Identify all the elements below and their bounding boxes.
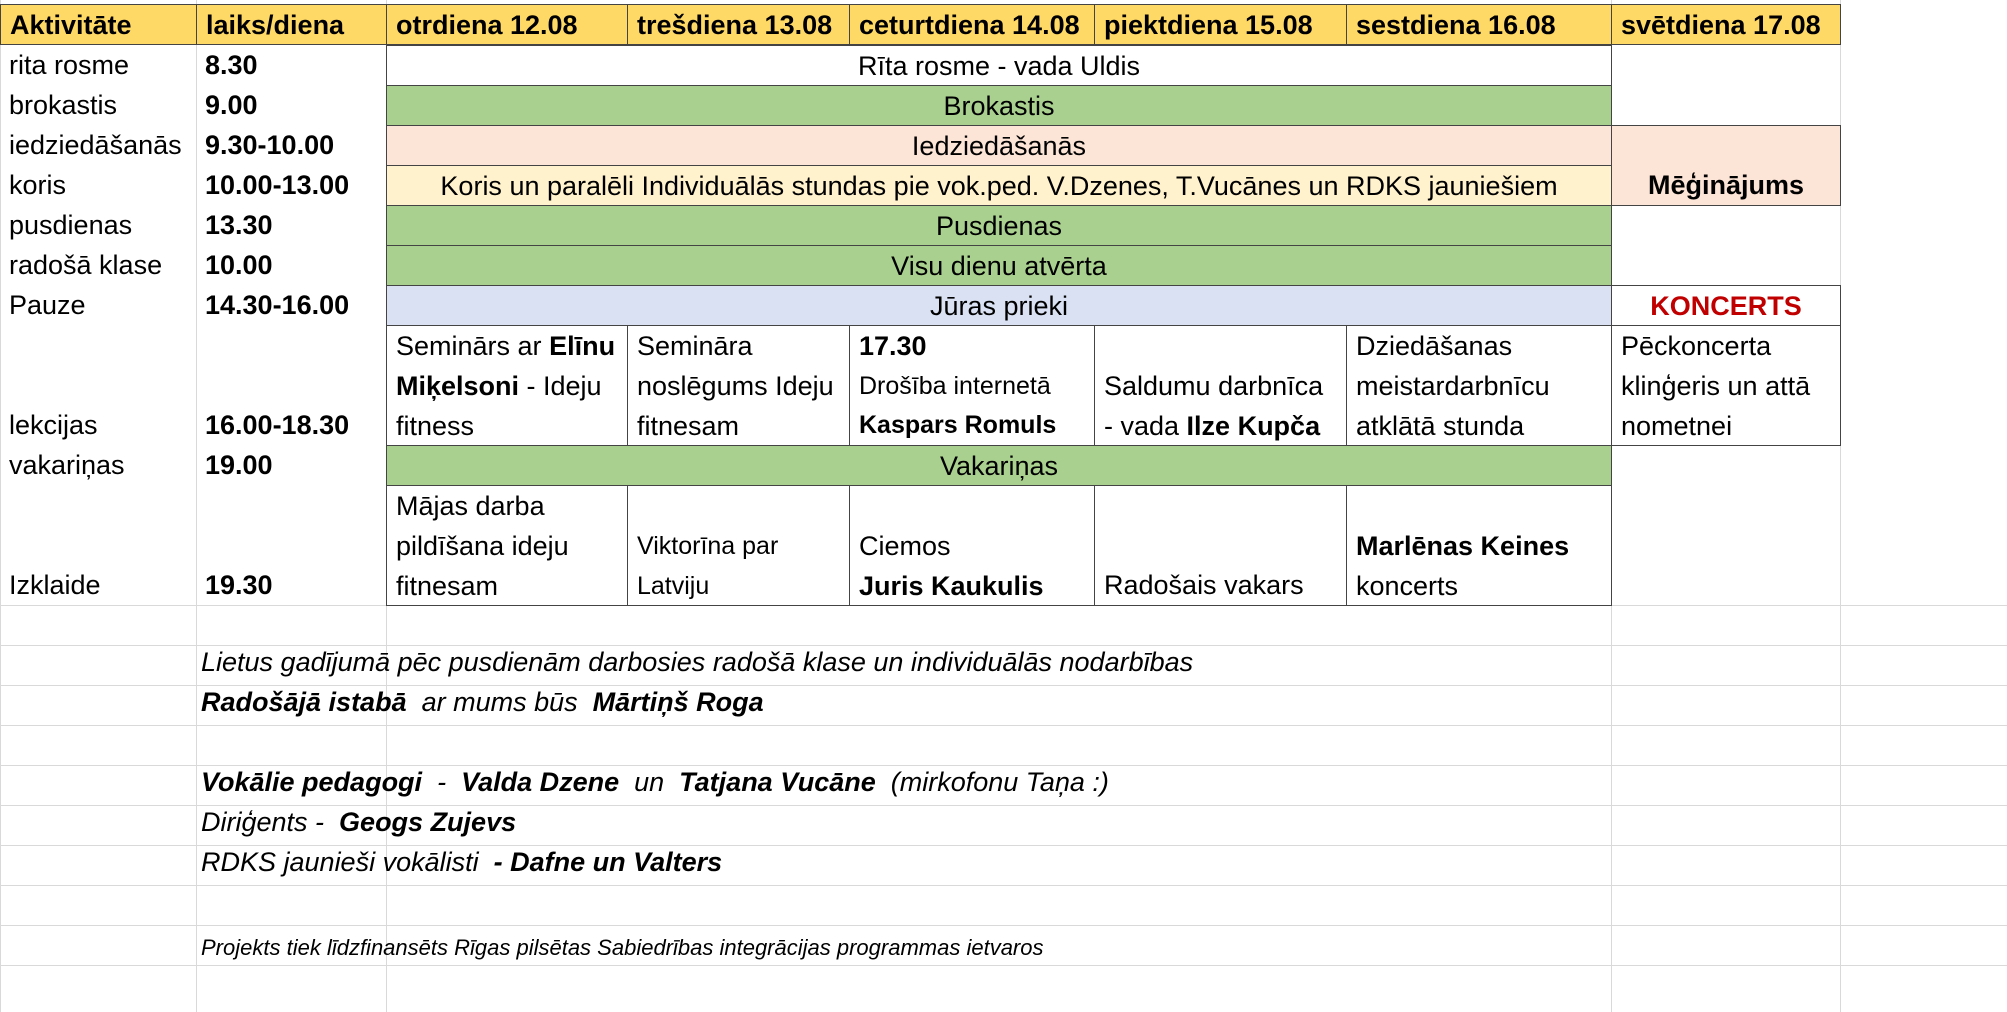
activity-cell[interactable]: vakariņas: [9, 450, 125, 480]
lecture-tue-cell[interactable]: [386, 325, 628, 446]
evening-thu-text: Ciemos: [859, 531, 951, 561]
sunday-concert-cell[interactable]: KONCERTS: [1611, 285, 1841, 326]
gridline: [0, 965, 2007, 966]
lecture-wed-text: Semināra noslēgums Ideju fitnesam: [637, 331, 834, 441]
note-rain: Lietus gadījumā pēc pusdienām darbosies radošā klase un individuālās nodarbības: [201, 647, 1194, 677]
note-vocalists-a: RDKS jaunieši vokālisti: [201, 847, 487, 877]
time-label: 16.00-18.30: [205, 410, 350, 440]
activity-cell[interactable]: radošā klase: [9, 250, 163, 280]
note-vocal-b: -: [422, 767, 462, 797]
lecture-sat-text: Dziedāšanas meistardarbnīcu atklātā stunda: [1356, 331, 1550, 441]
gridline: [0, 925, 2007, 926]
span-cell-morning-exercise[interactable]: Rīta rosme - vada Uldis: [386, 45, 1612, 86]
activity-cell[interactable]: iedziedāšanās: [9, 130, 182, 160]
lecture-fri-speaker: Ilze Kupča: [1186, 411, 1321, 441]
lecture-fri-cell[interactable]: [1094, 325, 1347, 446]
note-creative-room-a: Radošājā istabā: [201, 687, 407, 717]
header-day-tue[interactable]: otrdiena 12.08: [386, 4, 628, 45]
note-conductor-b: Geogs Zujevs: [339, 807, 517, 837]
evening-sat-performer: Marlēnas Keines: [1356, 531, 1570, 561]
span-cell-breakfast[interactable]: Brokastis: [386, 85, 1612, 126]
gridline: [0, 725, 2007, 726]
span-cell-sea-fun[interactable]: Jūras prieki: [386, 285, 1612, 326]
header-activity[interactable]: Aktivitāte: [0, 4, 197, 45]
evening-fri-cell[interactable]: [1094, 485, 1347, 606]
sunday-rehearsal-cell[interactable]: [1611, 125, 1841, 206]
span-cell-choir[interactable]: Koris un paralēli Individuālās stundas pie vok.ped. V.Dzenes, T.Vucānes un RDKS jauniešiem: [386, 165, 1612, 206]
time-cell[interactable]: [196, 325, 386, 445]
note-conductor-a: Diriģents -: [201, 807, 340, 837]
time-cell[interactable]: 19.00: [205, 450, 273, 480]
evening-thu-guest: Juris Kaukulis: [859, 571, 1044, 601]
note-vocalists-b: - Dafne un Valters: [486, 847, 723, 877]
note-funding: Projekts tiek līdzfinansēts Rīgas pilsētas Sabiedrības integrācijas programmas ietvaros: [201, 935, 1044, 960]
activity-cell[interactable]: Pauze: [9, 290, 86, 320]
activity-cell[interactable]: brokastis: [9, 90, 118, 120]
note-vocal-c: Valda Dzene: [461, 767, 620, 797]
note-vocal-f: (mirkofonu Taņa :): [875, 767, 1109, 797]
lecture-sat-cell[interactable]: [1346, 325, 1612, 446]
evening-sat-text: koncerts: [1356, 571, 1459, 601]
lecture-tue-speaker: Elīnu Miķelsoni: [396, 331, 616, 401]
time-cell[interactable]: 9.00: [205, 90, 258, 120]
evening-thu-cell[interactable]: [849, 485, 1095, 606]
time-cell[interactable]: 10.00-13.00: [205, 170, 350, 200]
time-cell[interactable]: 13.30: [205, 210, 273, 240]
lecture-thu-text: Drošība internetā: [859, 372, 1051, 400]
note-vocal-a: Vokālie pedagogi: [201, 767, 423, 797]
gridline: [0, 885, 2007, 886]
note-creative-room-b: ar mums būs: [406, 687, 593, 717]
evening-tue-cell[interactable]: [386, 485, 628, 606]
note-creative-room-c: Mārtiņš Roga: [592, 687, 764, 717]
note-vocal-e: Tatjana Vucāne: [679, 767, 876, 797]
span-cell-creative-class[interactable]: Visu dienu atvērta: [386, 245, 1612, 286]
lecture-fri-text: Saldumu darbnīca - vada: [1104, 371, 1324, 441]
activity-cell[interactable]: pusdienas: [9, 210, 133, 240]
evening-wed-cell[interactable]: [627, 485, 850, 606]
evening-sat-cell[interactable]: [1346, 485, 1612, 606]
evening-tue-text: Mājas darba pildīšana ideju fitnesam: [396, 491, 569, 601]
header-day-wed[interactable]: trešdiena 13.08: [627, 4, 850, 45]
sunday-rehearsal-label: Mēģinājums: [1647, 170, 1805, 200]
lecture-wed-cell[interactable]: [627, 325, 850, 446]
activity-cell[interactable]: [0, 325, 196, 445]
time-cell[interactable]: 8.30: [205, 50, 258, 80]
span-cell-lunch[interactable]: Pusdienas: [386, 205, 1612, 246]
gridline: [0, 805, 2007, 806]
lecture-thu-speaker: Kaspars Romuls: [859, 411, 1057, 439]
activity-cell[interactable]: rita rosme: [9, 50, 130, 80]
activity-cell[interactable]: koris: [9, 170, 67, 200]
lecture-thu-cell[interactable]: [849, 325, 1095, 446]
time-cell[interactable]: 9.30-10.00: [205, 130, 335, 160]
activity-cell[interactable]: [0, 485, 196, 605]
lecture-sun-text: Pēckoncerta klinģeris un attā nometnei: [1621, 331, 1811, 441]
evening-wed-text: Viktorīna par Latviju: [637, 532, 779, 600]
lecture-tue-text-a: Seminārs ar: [396, 331, 550, 361]
gridline: [0, 685, 2007, 686]
lecture-thu-time: 17.30: [859, 331, 927, 361]
lecture-tue-text-c: - Ideju fitness: [396, 371, 602, 441]
gridline: [0, 845, 2007, 846]
header-day-sat[interactable]: sestdiena 16.08: [1346, 4, 1612, 45]
span-cell-dinner[interactable]: Vakariņas: [386, 445, 1612, 486]
activity-label: lekcijas: [9, 410, 98, 440]
time-cell[interactable]: [196, 485, 386, 605]
note-vocal-d: un: [619, 767, 680, 797]
evening-fri-text: Radošais vakars: [1104, 570, 1304, 600]
note-creative-room: [201, 687, 764, 718]
time-cell[interactable]: 14.30-16.00: [205, 290, 350, 320]
lecture-sun-cell[interactable]: [1611, 325, 1841, 446]
note-vocal-teachers: [201, 767, 1109, 798]
note-vocalists: [201, 847, 722, 878]
span-cell-warmup[interactable]: Iedziedāšanās: [386, 125, 1612, 166]
header-day-sun[interactable]: svētdiena 17.08: [1611, 4, 1841, 45]
header-day-fri[interactable]: piektdiena 15.08: [1094, 4, 1347, 45]
activity-label: Izklaide: [9, 570, 101, 600]
gridline: [0, 645, 2007, 646]
header-day-thu[interactable]: ceturtdiena 14.08: [849, 4, 1095, 45]
note-conductor: [201, 807, 516, 838]
time-cell[interactable]: 10.00: [205, 250, 273, 280]
time-label: 19.30: [205, 570, 273, 600]
gridline: [0, 765, 2007, 766]
header-time[interactable]: laiks/diena: [196, 4, 387, 45]
